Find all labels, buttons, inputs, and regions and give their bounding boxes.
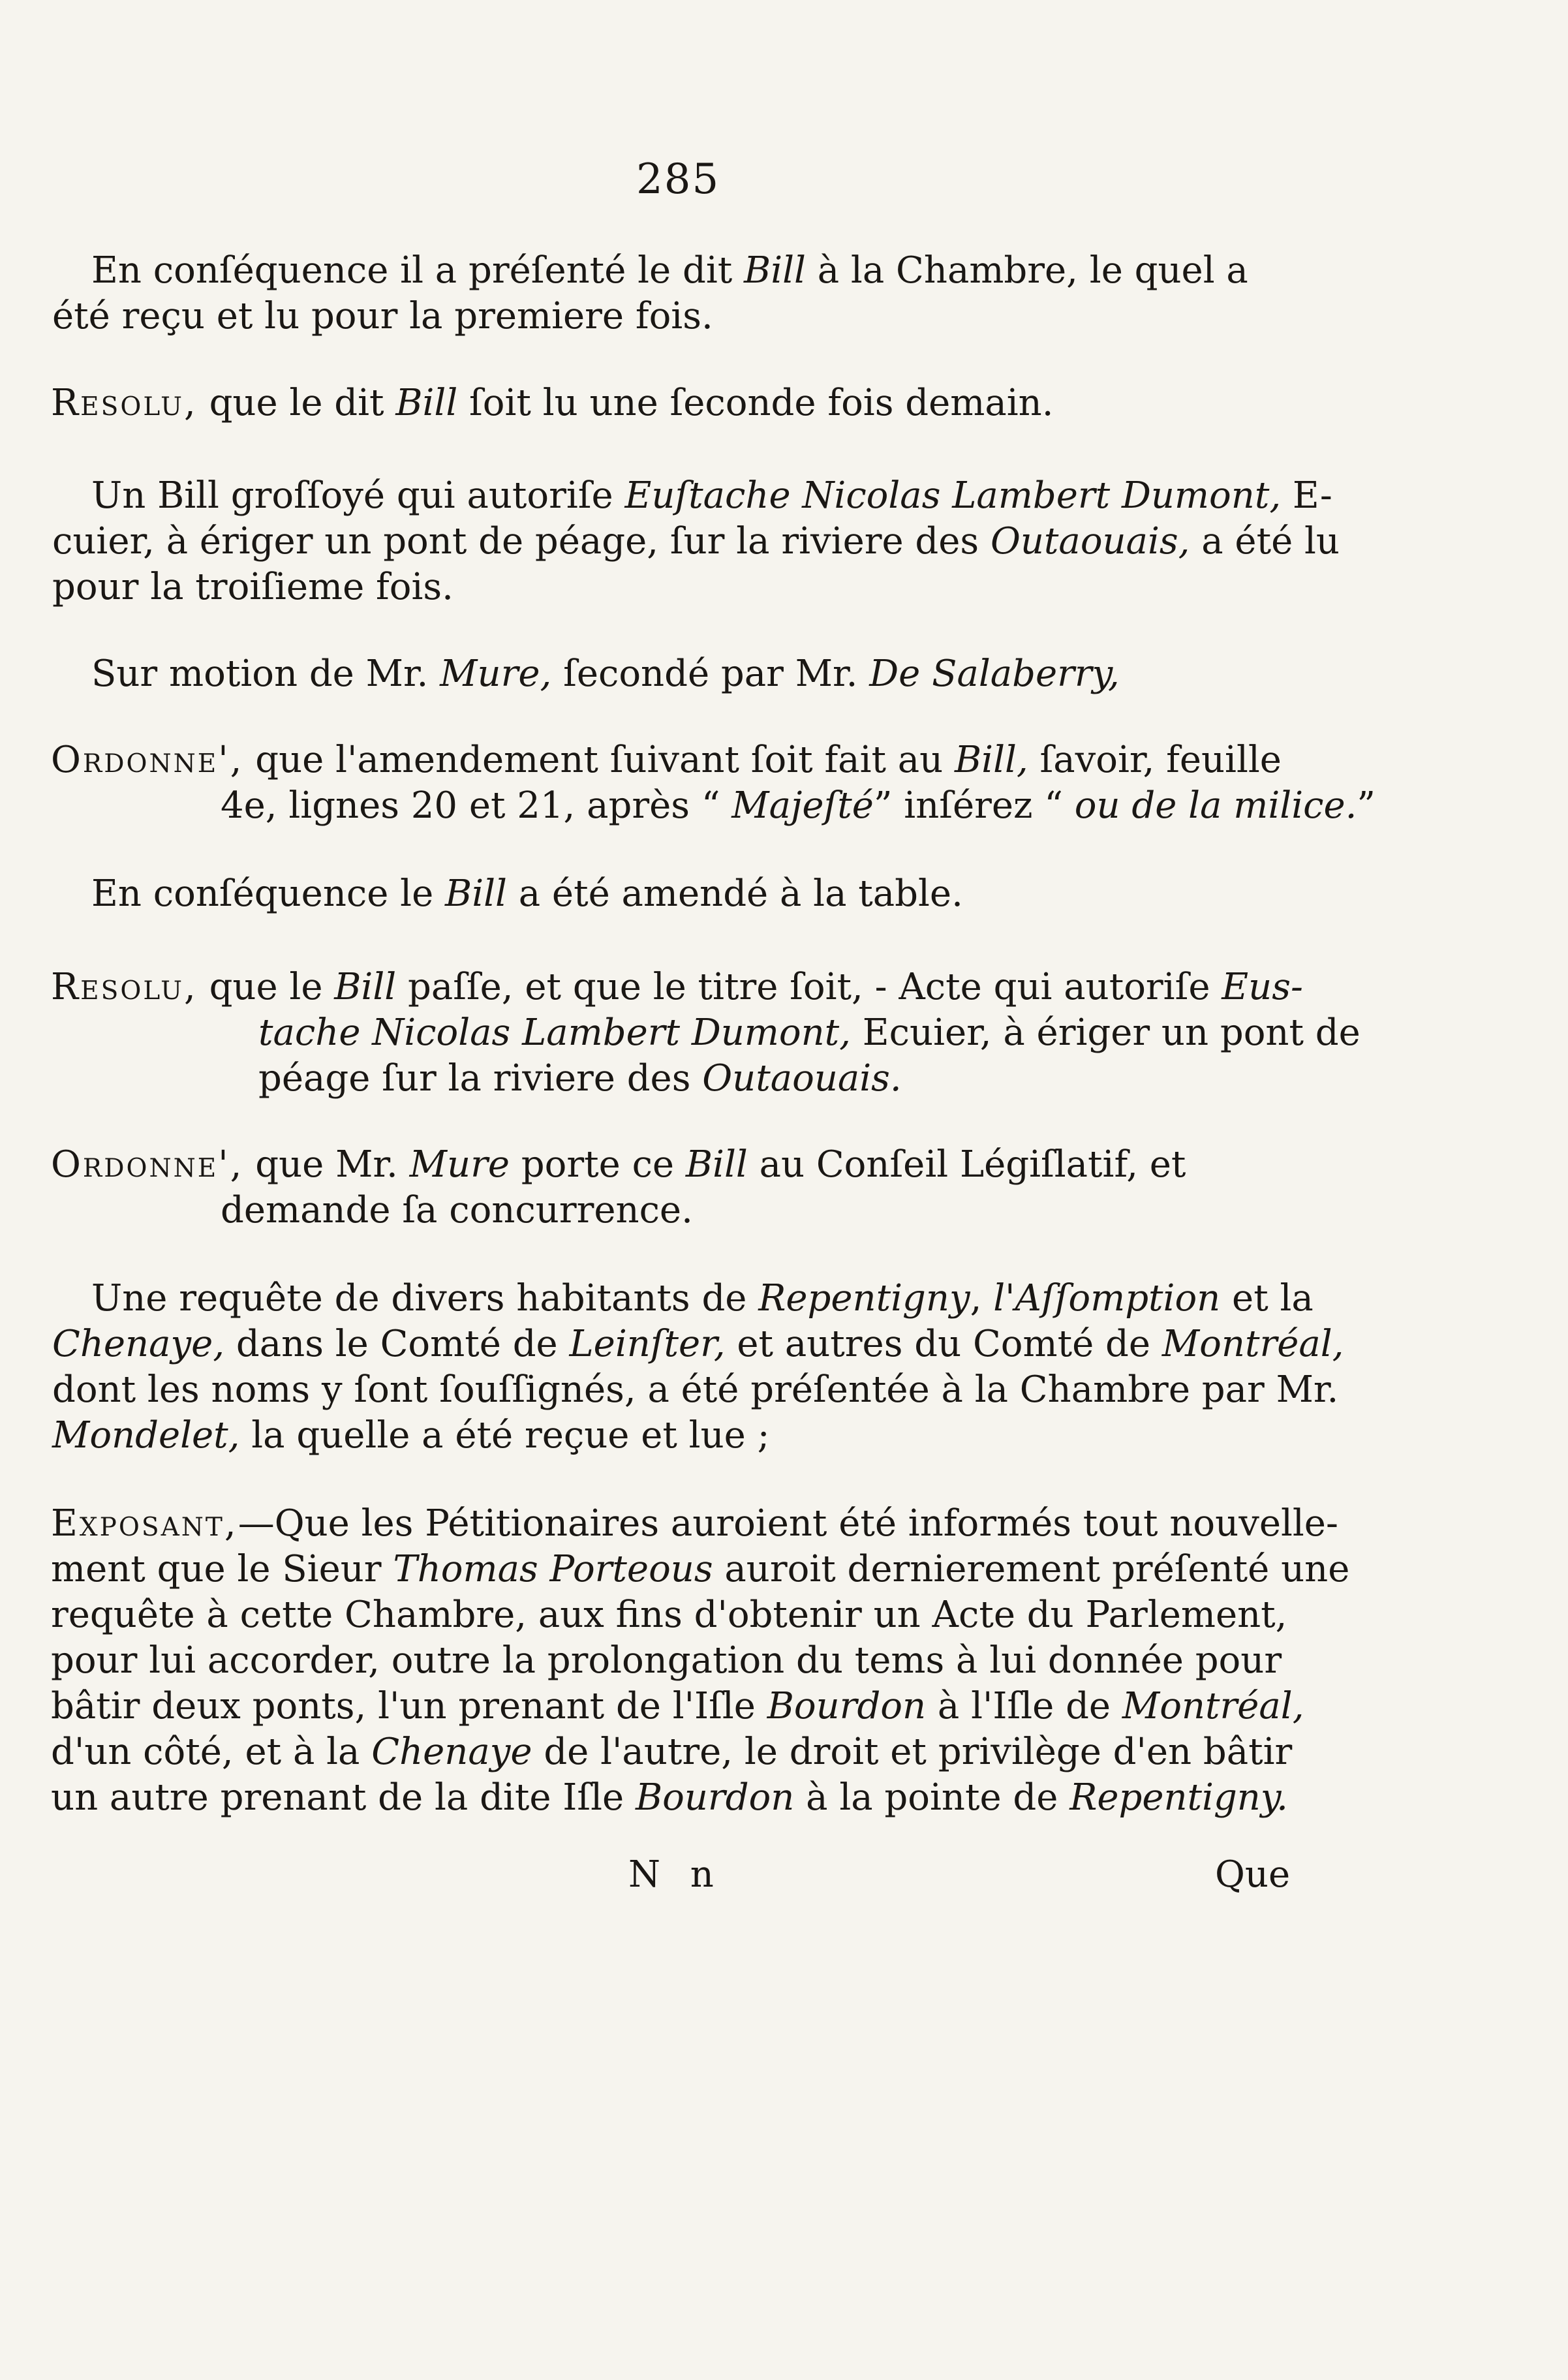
paragraph-bill-presented: En conſéquence il a préſenté le dit Bill à la Chambre, le quel a été reçu et lu pour la premiere fois. xyxy=(52,249,1248,337)
signature-mark: N n xyxy=(628,1853,723,1896)
paragraph-ordonne-amendment: Ordonne', que l'amendement ſuivant ſoit fait au Bill, ſavoir, feuille 4e, lignes 20 et 21, après “ Majeſté” inſérez “ ou de la milice.” xyxy=(51,739,1376,827)
paragraph-petition: Une requête de divers habitants de Repentigny, l'Aſſomption et la Chenaye, dans le Comté de Leinſter, et autres du Comté de Montréal, dont les noms y ſont ſouſſignés, a été préſentée à la Chambre par Mr. Mondelet, la quelle a été reçue et lue ; xyxy=(52,1277,1344,1457)
paragraph-resolu-title: Resolu, que le Bill paſſe, et que le titre ſoit, - Acte qui autoriſe Eus- tache Nicolas Lambert Dumont, Ecuier, à ériger un pont de péage ſur la riviere des Outaouais. xyxy=(51,966,1360,1100)
paragraph-amended: En conſéquence le Bill a été amendé à la table. xyxy=(91,873,963,915)
paragraph-resolu-second-reading: Resolu, que le dit Bill ſoit lu une ſeconde fois demain. xyxy=(51,382,1054,424)
catchword: Que xyxy=(1215,1853,1291,1896)
paragraph-engrossed-bill: Un Bill groſſoyé qui autoriſe Euſtache Nicolas Lambert Dumont, E- cuier, à ériger un pont de péage, ſur la riviere des Outaouais, a été lu pour la troiſieme fois. xyxy=(52,474,1340,608)
paragraph-exposant: Exposant,—Que les Pétitionaires auroient été informés tout nouvelle- ment que le Sieur Thomas Porteous auroit dernierement préſenté une requête à cette Chambre, aux fins d'obtenir un Acte du Parlement, pour lui accorder, outre la prolongation du tems à lui donnée pour bâtir deux ponts, l'un prenant de l'Iſle Bourdon à l'Iſle de Montréal, d'un côté, et à la Chenaye de l'autre, le droit et privilège d'en bâtir un autre prenant de la dite Iſle Bourdon à la pointe de Repentigny. xyxy=(51,1502,1350,1819)
page-number: 285 xyxy=(636,155,720,204)
paragraph-motion: Sur motion de Mr. Mure, ſecondé par Mr. De Salaberry, xyxy=(91,653,1120,695)
paragraph-ordonne-council: Ordonne', que Mr. Mure porte ce Bill au Conſeil Légiſlatif, et demande ſa concurrence. xyxy=(51,1143,1186,1231)
